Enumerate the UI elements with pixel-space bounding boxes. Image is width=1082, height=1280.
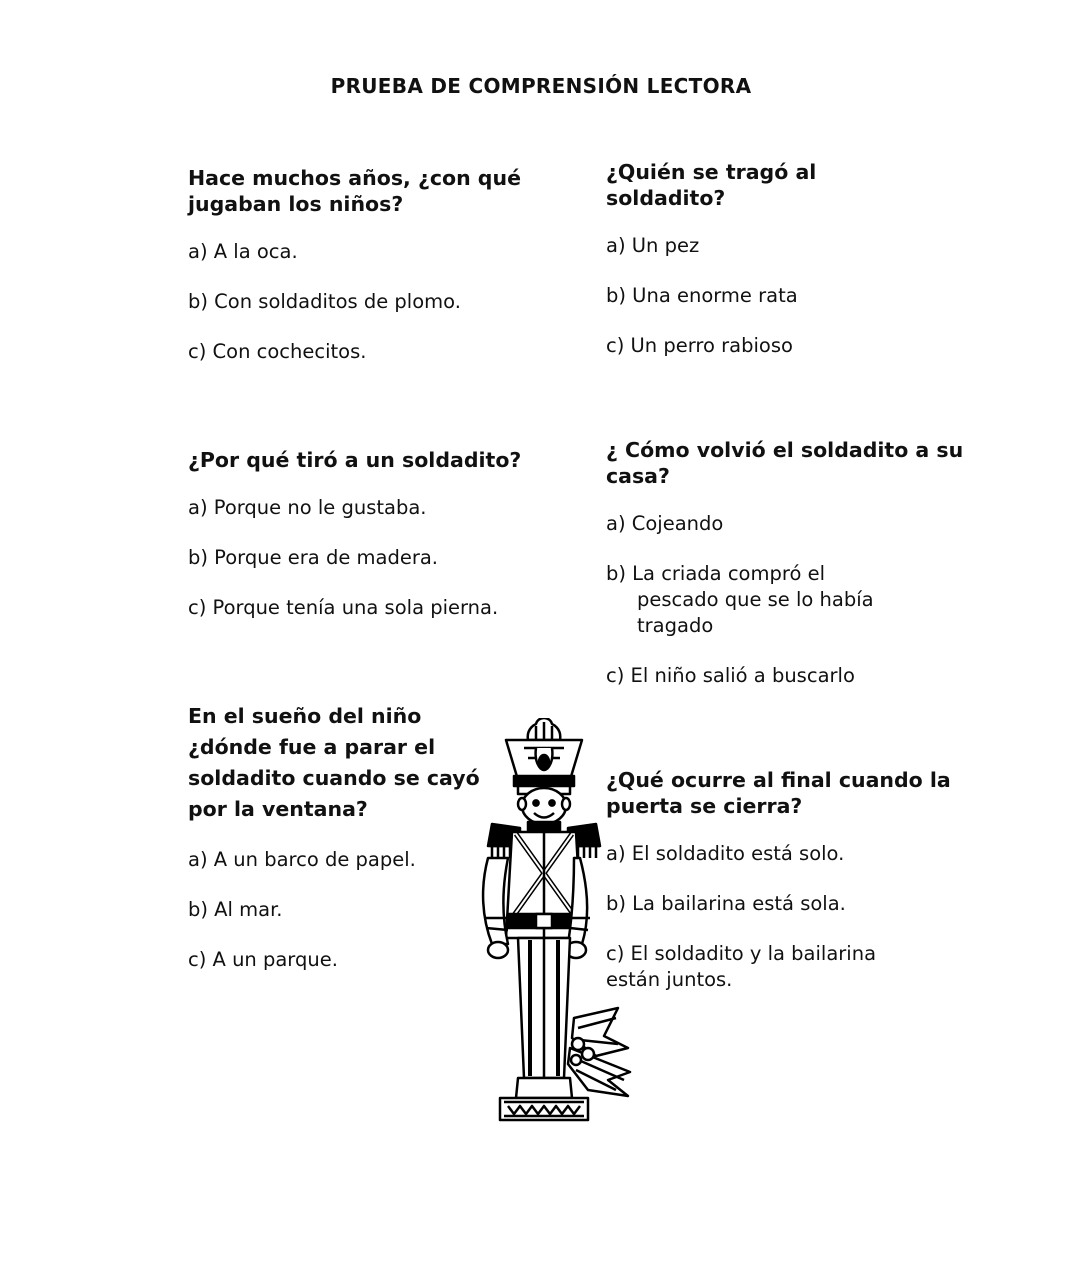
question-text: ¿Quién se tragó al soldadito?: [606, 160, 817, 210]
option-c: c) El niño salió a buscarlo: [606, 664, 855, 687]
option-a: a) Cojeando: [606, 512, 724, 535]
question-text: En el sueño del niño ¿dónde fue a parar el soldadito cuando se cayó por la ventana?: [188, 704, 480, 821]
option-a: a) Porque no le gustaba.: [188, 496, 427, 519]
option-c: c) El soldadito y la bailarina están juntos.: [606, 942, 877, 991]
option-a: a) A la oca.: [188, 240, 298, 263]
question-text: ¿Qué ocurre al final cuando la puerta se cierra?: [606, 768, 951, 818]
option-b: b) La criada compró el pescado que se lo había tragado: [606, 562, 874, 637]
question-block: [606, 767, 966, 993]
option-c: c) Con cochecitos.: [188, 340, 367, 363]
question-block: [606, 159, 936, 359]
question-text: ¿ Cómo volvió el soldadito a su casa?: [606, 438, 964, 488]
options-list: [606, 511, 966, 689]
question-text: Hace muchos años, ¿con qué jugaban los niños?: [188, 166, 521, 216]
option-a: a) Un pez: [606, 234, 700, 257]
option-c: c) A un parque.: [188, 948, 338, 971]
option-a: a) A un barco de papel.: [188, 848, 416, 871]
option-c: c) Un perro rabioso: [606, 334, 793, 357]
options-list: [606, 841, 966, 993]
options-list: [188, 239, 558, 365]
page-title: PRUEBA DE COMPRENSIÓN LECTORA: [330, 74, 752, 98]
question-text: ¿Por qué tiró a un soldadito?: [188, 448, 522, 472]
question-block: [188, 165, 558, 365]
option-b: b) Al mar.: [188, 898, 283, 921]
option-b: b) Una enorme rata: [606, 284, 798, 307]
options-list: [188, 847, 508, 973]
toy-soldier-icon: [478, 718, 638, 1128]
option-b: b) Con soldaditos de plomo.: [188, 290, 461, 313]
options-list: [606, 233, 936, 359]
question-block: [188, 447, 568, 621]
option-a: a) El soldadito está solo.: [606, 842, 845, 865]
option-c: c) Porque tenía una sola pierna.: [188, 596, 499, 619]
question-block: [188, 701, 508, 973]
question-block: [606, 437, 966, 689]
option-b: b) La bailarina está sola.: [606, 892, 846, 915]
options-list: [188, 495, 568, 621]
option-b: b) Porque era de madera.: [188, 546, 439, 569]
